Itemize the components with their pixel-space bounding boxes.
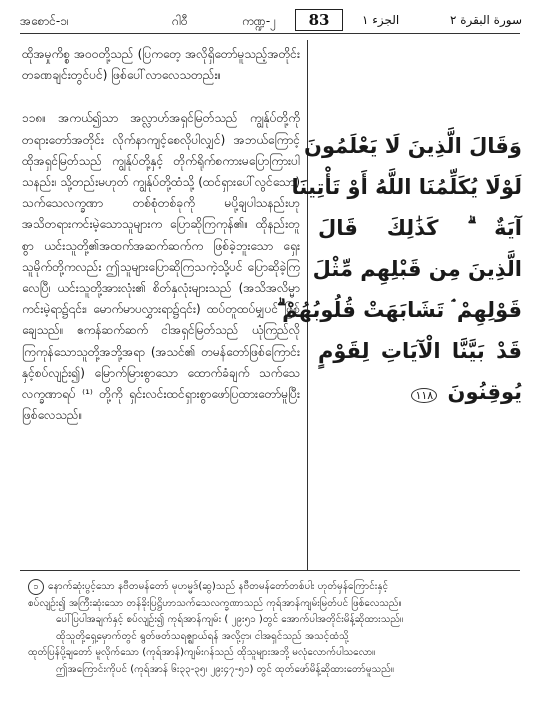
- surah-burmese-label: ဂါဝီ: [172, 14, 188, 28]
- para-label: ကဏ္ဍ-၂: [242, 14, 277, 28]
- arabic-line: وَقَالَ الَّذِينَ لَا يَعْلَمُونَ: [304, 134, 522, 158]
- translation-column: [22, 44, 300, 426]
- footnote-block: [28, 579, 516, 678]
- page-header: [12, 8, 528, 34]
- surah-arabic-label: سورة البقرة ٢: [449, 13, 522, 27]
- arabic-line: قَوْلِهِمْ ۘ تَشَابَهَتْ قُلُوبُهُمْ ۗ: [276, 298, 522, 322]
- arabic-line: قَدْ بَيَّنَّا الْآيَاتِ لِقَوْمٍ: [318, 339, 522, 363]
- arabic-line: لَوْلَا يُكَلِّمُنَا اللَّهُ أَوْ تَأْتِينَا: [291, 175, 522, 199]
- footnote-line: စပ်လျဉ်း၍ အကြီးဆုံးသော တန်ခိုးပြဋ္ဌိဟာသက်သေလက္ခဏာသည် ကုရ်အာန်ကျမ်းမြတ်ပင် ဖြစ်လေသည်။: [28, 597, 402, 609]
- footnote-line: ထိုသူတို့ရှေ့မှောက်တွင် ရွတ်ဖတ်သရဇ္ဈာယ်ရန် အလို့ငှာ၊ ငါအရှင်သည် အသင့်ထံသို့: [56, 630, 349, 642]
- footnote-line: ထုတ်ပြန်ပို့ချတော် မူလိုက်သော (ကုရ်အာန်)ကျမ်းဂန်သည် ထိုသူများအဘို့ မလုံလောက်ပါသလော။: [28, 647, 376, 658]
- footnote-marker: ၁: [28, 579, 44, 595]
- arabic-line: آيَةٌ ۗ كَذَٰلِكَ قَالَ: [318, 216, 522, 240]
- verse-number-marker: ١١٨: [411, 388, 437, 403]
- footnote-line: ဤအကြောင်းကိုပင် (ကုရ်အာန် ၆း၃၃-၃၅၊ ၂၉း၄၇-၅၁) တွင် ထုတ်ဖော်မိန့်ဆိုထားတော်မူသည်။: [56, 663, 394, 675]
- translation-intro: ထိုအမှုကိစ္စ အဝဝတို့သည် (ပြကတေ့ အလိုရှိတော်မူသည့်အတိုင်း တခဏချင်းတွင်ပင်) ဖြစ်ပေါ်လာလေသတည်း။: [22, 47, 300, 83]
- juz-label: الجزء ١: [362, 13, 400, 27]
- arabic-verse-block: [276, 126, 522, 416]
- volume-label: အစောင်-၁၊: [20, 14, 69, 28]
- page-number: 83: [295, 9, 343, 31]
- footnote-divider: [20, 570, 520, 571]
- arabic-line: يُوقِنُونَ: [447, 380, 522, 404]
- header-divider: [20, 33, 520, 34]
- arabic-line: الَّذِينَ مِن قَبْلِهِم مِّثْلَ: [312, 257, 522, 281]
- translation-verse-118: ၁၁၈။ အကယ်၍သာ အလ္လာဟ်အရှင်မြတ်သည် ကျွန်ုပ်တို့ကို တရားတော်အတိုင်း လိုက်နာကျင့်စေလိုပါလျှင်) အဘယ်ကြောင့် ထိုအရှင်မြတ်သည် ကျွန်ုပ်တို့နှင့် တိုက်ရိုက်စကားမပြောကြားပါသနည်း၊ သို့တည်းမဟုတ် ကျွန်ုပ်တို့ထံသို့ (ထင်ရှားပေါ်လွင်သော) သက်သေလက္ခဏာ တစ်စုံတစ်ခုကို မပို့ချပါသနည်းဟု အသိတရားကင်းမဲ့သောသူများက ပြောဆိုကြကုန်၏။ ထိုနည်းတူစွာ ယင်းသူတို့၏အထက်အဆက်ဆက်က ဖြစ်ခဲ့ဘူးသော ရှေးသူမိုက်တို့ကလည်း ဤသူများပြောဆိုကြသကဲ့သို့ပင် ပြောဆိုခဲ့ကြလေပြီ၊ ယင်းသူတို့အားလုံး၏ စိတ်နှလုံးများသည် (အသိအလိမ္မာကင်းမဲ့ရာ၌၎င်း၊ မောက်မာပလွှားရာ၌၎င်း) ထပ်တူထပ်မျှပင် ဖြစ်ချေသည်။ ဧကန်ဆက်ဆက် ငါအရှင်မြတ်သည် ယုံကြည်လိုကြကုန်သောသူတို့အဘို့အရာ (အသင်၏ တမန်တော်ဖြစ်ကြောင်းနှင့်စပ်လျဉ်း၍) မြောက်မြားစွာသော ထောက်ခံချက် သက်သေလက္ခဏာရပ် ⁽¹⁾ တို့ကို ရှင်းလင်းထင်ရှားစွာဖော်ပြထားတော်မူပြီးဖြစ်လေသည်။: [22, 111, 300, 423]
- arabic-line-last: [411, 380, 522, 404]
- footnote-line: ၁ နောက်ဆုံးပွင့်သော နဗီတမန်တော် မုဟမ္မဒ်(ဆွ)သည် နဗီတမန်တော်တစ်ပါး ဟုတ်မှန်ကြောင်းနှင့်: [28, 579, 516, 596]
- footnote-line: ပေါ်ပြပါအချက်နှင့် စပ်လျဉ်း၍ ကုရ်အာန်ကျမ်း ( ၂၉း၅၁ )တွင် အောက်ပါအတိုင်းမိန့်ဆိုထားသည်။: [56, 614, 404, 625]
